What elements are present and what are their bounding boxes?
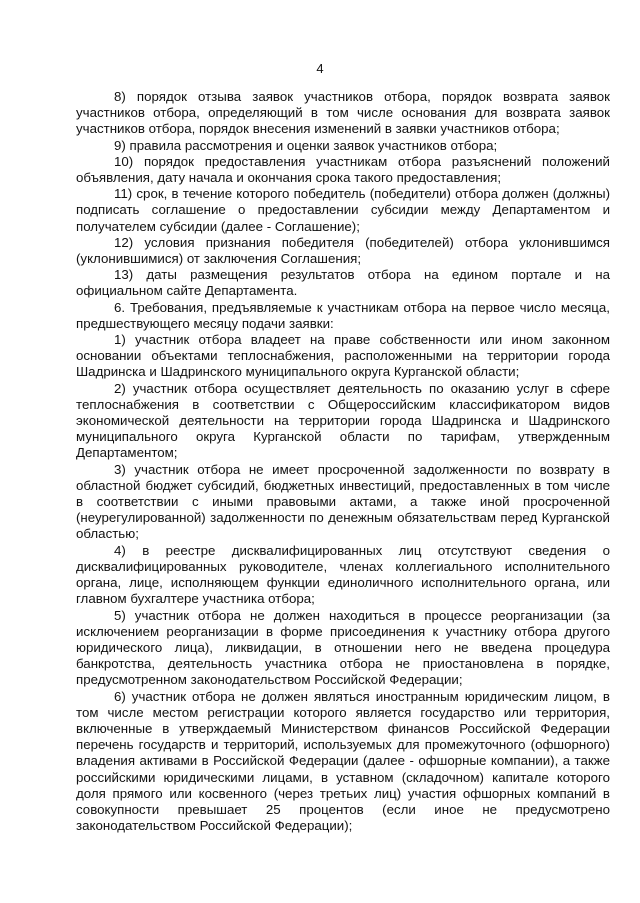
paragraph-item-8: 8) порядок отзыва заявок участников отбора, порядок возврата заявок участников отбора, определяющий в том числе основания для возврата заявок участников отбора, порядок внесения изменений в заявки участников отбора; [76,89,610,137]
requirement-item-3: 3) участник отбора не имеет просроченной задолженности по возврату в областной бюджет субсидий, бюджетных инвестиций, предоставленных в том числе в соответствии с иными правовыми актами, а также иной просроченной (неурегулированной) задолженности по денежным обязательствам перед Курганской областью; [76,461,610,542]
requirement-item-5: 5) участник отбора не должен находиться в процессе реорганизации (за исключением реорганизации в форме присоединения к участнику отбора другого юридического лица), ликвидации, в отношении него не введена процедура банкротства, деятельность участника отбора не приостановлена в порядке, предусмотренном законодательством Российской Федерации; [76,607,610,688]
section-6-heading: 6. Требования, предъявляемые к участникам отбора на первое число месяца, предшествующего месяцу подачи заявки: [76,299,610,331]
paragraph-item-13: 13) даты размещения результатов отбора на едином портале и на официальном сайте Департамента. [76,267,610,299]
requirement-item-4: 4) в реестре дисквалифицированных лиц отсутствуют сведения о дисквалифицированных руководителе, членах коллегиального исполнительного органа, лице, исполняющем функции единоличного исполнительного органа, или главном бухгалтере участника отбора; [76,542,610,607]
paragraph-item-12: 12) условия признания победителя (победителей) отбора уклонившимся (уклонившимися) от заключения Соглашения; [76,234,610,267]
requirement-item-1: 1) участник отбора владеет на праве собственности или ином законном основании объектами теплоснабжения, расположенными на территории города Шадринска и Шадринского муниципального округа Курганской области; [76,332,610,380]
paragraph-item-11: 11) срок, в течение которого победитель (победители) отбора должен (должны) подписать соглашение о предоставлении субсидии между Департаментом и получателем субсидии (далее - Соглашение); [76,186,610,234]
page-number: 4 [316,61,324,76]
document-body [76,89,610,834]
paragraph-item-9: 9) правила рассмотрения и оценки заявок участников отбора; [114,137,498,153]
requirement-item-2: 2) участник отбора осуществляет деятельность по оказанию услуг в сфере теплоснабжения в соответствии с Общероссийским классификатором видов экономической деятельности на территории города Шадринска и Шадринского муниципального округа Курганской области по тарифам, утвержденным Департаментом; [76,380,610,461]
paragraph-item-10: 10) порядок предоставления участникам отбора разъяснений положений объявления, дату начала и окончания срока такого предоставления; [76,153,610,186]
requirement-item-6: 6) участник отбора не должен являться иностранным юридическим лицом, в том числе местом регистрации которого является государство или территория, включенные в утверждаемый Министерством финансов Российской Федерации перечень государств и территорий, используемых для промежуточного (офшорного) владения активами в Российской Федерации (далее - офшорные компании), а также российскими юридическими лицами, в уставном (складочном) капитале которого доля прямого или косвенного (через третьих лиц) участия офшорных компаний в совокупности превышает 25 процентов (если иное не предусмотрено законодательством Российской Федерации); [76,688,610,834]
